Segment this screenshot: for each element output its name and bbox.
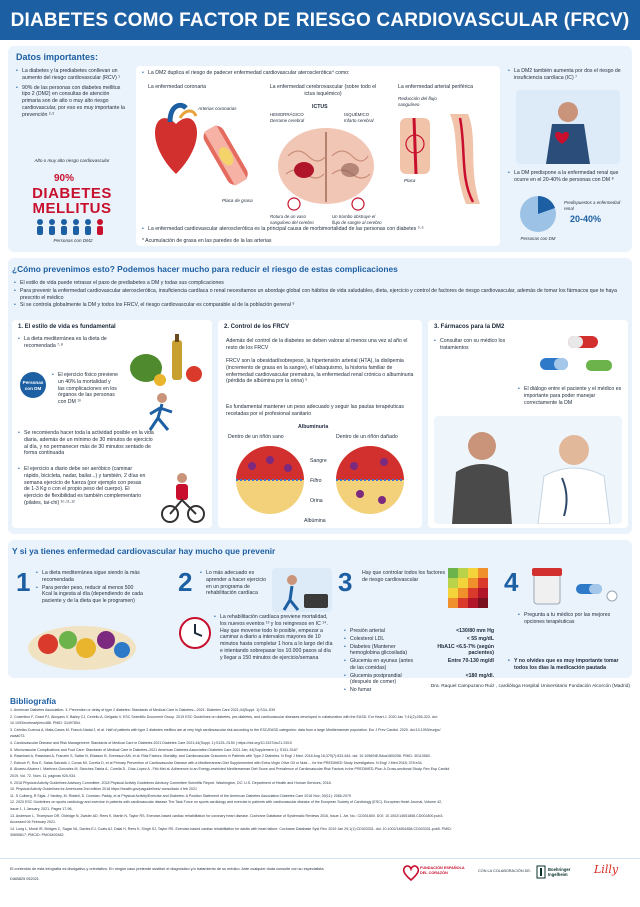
rinon-danado-label: Dentro de un riñón dañado: [336, 434, 398, 440]
morbimortalidad-text: • La enfermedad cardiovascular aterosclerótica es la principal causa de morbimortalidad de las personas con diabetes ⁵·⁶: [142, 226, 494, 233]
bib-line: Issue 1, 1 January, 2021, Pages 17-96,: [10, 807, 73, 811]
diabetes-mellitus-word: DIABETES MELLITUS: [32, 185, 112, 217]
control-intro: Además del control de la diabetes se deben valorar al menos una vez al año el resto de los FRCV: [226, 338, 408, 351]
placa-grasa-label: Placa de grasa: [222, 198, 253, 203]
prevencion-intro: [14, 280, 626, 310]
risk-grid-icon: [448, 568, 488, 608]
target-value: Entre 70-130 mg/dl: [447, 658, 494, 664]
pills-illustration: [538, 330, 624, 386]
bib-line: 10.1093/eurheartj/ehz486. PMID: 31497854.: [10, 721, 81, 726]
mediterranean-food-illustration: [122, 332, 208, 388]
control-frcv-box: [218, 320, 422, 528]
step-1-text: [36, 570, 144, 606]
aerobico-text: • El ejercicio a diario debe ser aeróbico (caminar rápido, bicicleta, nadar, bailar...) y también, 2 días en semana ejercicio de fuerza (por ejemplo con pesas de 1-3 Kg o con el propio peso del cuerpo). El ejercicio de flexibilidad es también complementario (pilates, tai-chi) ¹⁰·¹¹·¹²: [18, 466, 148, 507]
sangre-label: Sangre: [310, 458, 327, 464]
cardiac-rehab-illustration: [272, 568, 332, 612]
target-label: • Colesterol LDL: [350, 635, 385, 642]
datos-bullet: • La diabetes y la prediabetes conllevan un aumento del riesgo cardiovascular (RCV) ¹: [16, 68, 128, 82]
step-2-top: [200, 570, 270, 598]
target-row: [344, 644, 494, 658]
bib-line: 1. American Diabetes Association. 3. Prevention or delay of type 2 diabetes: Standards of Medical Care in Diabetes—2021. Diabetes Care 2021;44(Suppl. 1):S34–S39: [10, 708, 276, 712]
ejercicio-text: • El ejercicio físico previene un 40% la mortalidad y las complicaciones en los órganos de las personas con DM ¹⁰: [52, 372, 118, 406]
dialogo-bullet: [518, 386, 622, 407]
consultar-bullet: [434, 338, 524, 353]
prevencion-intro-item: • Para prevenir la enfermedad cardiovascular aterosclerótica, insuficiencia cardíaca o renal necesitamos un abordaje global con hábitos de vida saludables, dieta, ejercicio y control de factores de riesgo cardiovascular, además de tomar los fármacos que te haya prescrito el médico: [14, 288, 626, 302]
boehringer-logo-icon: [536, 865, 546, 879]
rotura-label: Rotura de un vaso sanguíneo del cerebro: [270, 214, 314, 225]
ic-bullet: [508, 68, 626, 83]
predispuestos-label: Predispuestos a enfermedad renal: [564, 200, 621, 211]
alto-riesgo-percent: 90%: [54, 173, 75, 184]
bib-line: 4. Cardiovascular Disease and Risk Management: Standards of Medical Care in Diabetes 2021 Diabetes Care 2021;44(Suppl. 1):S125–S150 | https://doi.org/10.2337/dc21-S010: [10, 741, 292, 745]
step-1-item: • Para perder peso, reducir al menos 500 Kcal la ingesta al día (dependiendo de cada paciente y de la dieta que le programen): [36, 585, 144, 605]
colaboracion-label: CON LA COLABORACIÓN DE:: [478, 869, 531, 873]
bib-line: 12. 2020 ESC Guidelines on sports cardiology and exercise in patients with cardiovascular disease The Task Force on sports cardiology and exercise in patients with cardiovascular disease of the European Society of Cardiology (ESC). European Heart Journal, Volume 42,: [10, 800, 443, 805]
step-1-item: • La dieta mediterránea sigue siendo la más recomendada: [36, 570, 144, 584]
step-3-intro: Hay que controlar todos los factores de riesgo cardiovascular: [362, 570, 446, 583]
reduccion-flujo-label: Reducción del flujo sanguíneo: [398, 96, 437, 107]
filtro-label: Filtro: [310, 478, 322, 484]
orina-label: Orina: [310, 498, 323, 504]
step-2-top-text: • Lo más adecuado es aprender a hacer ejercicio en un programa de rehabilitación cardíaca: [200, 570, 270, 597]
kidney-filter-diagram: [232, 442, 412, 524]
step-4-text: • Y no olvides que es muy importante tomar todos los días la medicación pautada: [508, 658, 632, 672]
prevencion-title: ¿Cómo prevenimos esto? Podemos hacer mucho para reducir el riesgo de estas complicaciones: [12, 264, 398, 274]
prevencion-intro-item: • El estilo de vida puede retrasar el paso de prediabetes a DM y todas sus complicaciones: [14, 280, 626, 287]
leg-artery-illustration: [394, 108, 494, 208]
bib-line: 2. Cosentino F, Grant PJ, Aboyans V, Bailey CJ, Ceriello A, Delgado V, ESC Scientific Document Group. 2019 ESC Guidelines on diabetes, pre-diabetes, and cardiovascular diseases developed in collaboration with the EASD. Eur Heart J. 2020 Jan 7;41(2):255-323. doi:: [10, 714, 438, 719]
morbimortalidad-bullet: [142, 226, 494, 234]
bike-exercise-illustration: [156, 470, 208, 524]
step-number-4: 4: [504, 567, 519, 597]
bib-line: 9. 2018 Physical Activity Guidelines Advisory Committee. 2018 Physical Activity Guidelines Advisory Committee Scientific Report. Washington, DC: U.S. Department of Health and Human Services, 2018.: [10, 780, 332, 785]
farmacos-box: [428, 320, 628, 528]
coronaria-label: La enfermedad coronaria: [148, 84, 206, 90]
step-4-item-2: [508, 658, 632, 673]
target-row: [344, 628, 494, 635]
bib-line: 13. Anderson L, Thompson DR, Oldridge N, Zwisler AD, Rees K, Martin N, Taylor RS. Exercise-based cardiac rehabilitation for coronary heart disease. Cochrane Database of Systematic Reviews 2016, Issue 1. Art. No.: CD001800. DOI: 10.1002/14651858.CD001800.pub3.: [10, 813, 444, 818]
personas-dm2-label: Personas con DM2: [53, 238, 93, 243]
dialogo-text: • El diálogo entre el paciente y el médico es importante para poder manejar correctamente la DM: [518, 386, 622, 406]
bib-line: 7. Estruch R, Ros E, Salas-Salvadó J, Covas MI, Corella D, et al Primary Prevention of Cardiovascular Disease with a Mediterranean Diet Supplemented with Extra-Virgin Olive Oil or Nuts ... for the PREDIMED Study Investigators. N Engl J Med 2018; 378:e34.: [10, 760, 423, 765]
ejercicio-bullet: [52, 372, 118, 407]
personas-dm-label: Personas con DM: [520, 236, 556, 241]
aerobico-bullet: [18, 466, 148, 508]
fundacion-logo-text: FUNDACIÓN ESPAÑOLA DEL CORAZÓN: [420, 866, 465, 875]
target-value: HbA1C <6.5-7% (según pacientes): [437, 643, 494, 657]
boehringer-logo-text: Boehringer Ingelheim: [548, 867, 571, 878]
target-label: • Presión arterial: [350, 628, 385, 634]
bib-line: Accessed 04 February 2021.: [10, 820, 56, 825]
bib-line: zwaa073.: [10, 734, 26, 739]
renal-text: • La DM predispone a la enfermedad renal que ocurre en el 20-40% de personas con DM ⁸: [508, 170, 626, 184]
derrame-label: Derrame cerebral: [270, 118, 305, 123]
target-value: <180 mg/dl.: [465, 672, 494, 679]
step-number-3: 3: [338, 567, 353, 597]
bib-line: 6. Rawshani A, Rawshani A, Franzén S, Sattar N, Eliasson B, Svensson AM, et al. Risk Factors, Mortality, and Cardiovascular Outcomes in Patients with Type 2 Diabetes. N Engl J Med. 2018 Aug 16;379(7):633-644. doi: 10.1056/NEJMoa1800256. PMID: 30110583.: [10, 754, 431, 759]
dieta-text: • La dieta mediterránea es la dieta de recomendada ⁷·⁸: [18, 336, 112, 350]
doctor-patient-illustration: [434, 416, 622, 524]
target-row: [344, 636, 494, 643]
si-tienes-title: Y si ya tienes enfermedad cardiovascular hay mucho que prevenir: [12, 546, 276, 556]
hemorragico-label: HEMORRÁGICO: [270, 112, 304, 117]
cerebrovascular-label: La enfermedad cerebrovascular (sobre todo el ictus isquémico): [269, 84, 377, 97]
dm2-riesgo-box: [136, 66, 500, 246]
bib-line: 14. Long L, Mordi IR, Bridges C, Sagar VA, Davies EJ, Coats AJ, Dalal H, Rees K, Singh SJ, Taylor RS. Exercise-based cardiac rehabilitation for adults with heart failure. Cochrane Database Syst Rev. 2019 Jan 29;1(1):CD003331. doi: 10.1002/14651858.CD003331.pub5. PMID:: [10, 826, 452, 831]
clock-icon: [178, 616, 212, 650]
heart-failure-illustration: [516, 90, 620, 164]
bibliografia-list: [0, 708, 640, 858]
bib-line: 3. Cebrián-Cuenca A, Mata-Cases M, Franch-Nadal J, et al. Half of patients with type 2 diabetes mellitus are at very high cardiovascular risk according to the ESC/EASD categories: data from a large Mediterranean population. Eur J Prev Cardiol. 2020. doi:10.1093/eurjpc/: [10, 727, 441, 732]
alto-riesgo-label: Alto o muy alto riesgo cardiovascular: [34, 158, 110, 163]
datos-left-bullets: [16, 68, 128, 119]
target-value: <130/80 mm Hg: [456, 628, 494, 634]
step-4-item-1: [518, 612, 628, 627]
actividad-text: • Se recomienda hacer toda la actividad posible en la vida diaria, además de un mínimo de 30 minutos de ejercicio al día, y no permanecer más de 30 minutos sentado de forma continuada: [18, 430, 158, 457]
step-number-1: 1: [16, 567, 31, 597]
target-label: • Glucemia postprandial (después de comer): [350, 672, 402, 686]
prevencion-section: [8, 258, 632, 534]
header-banner: [0, 0, 640, 40]
farmacos-title: 3. Fármacos para la DM2: [434, 324, 505, 330]
estilo-vida-title: 1. El estilo de vida es fundamental: [18, 324, 116, 330]
peso-adecuado: Es fundamental mantener un peso adecuado y seguir las pautas terapéuticas recetadas por el profesional sanitario: [226, 404, 404, 417]
acumulacion-note: * Acumulación de grasa en las paredes de la las arterias: [142, 238, 272, 244]
runner-illustration: [122, 390, 208, 434]
control-frcv-list: FRCV son la obesidad/sobrepeso, la hipertensión arterial (HTA), la dislipemia (incremento de grasa en la sangre), el tabaquismo, la historia familiar de enfermedad cardiovascular prematura, la enfermedad renal crónica o albuminuria (pérdida de albúmina por la orina) ⁵: [226, 358, 414, 385]
ictus-label: ICTUS: [312, 104, 328, 110]
step-2-bottom-text: • La rehabilitación cardíaca previene mortalidad, los nuevos eventos ¹³ y los reingresos en IC ¹⁴. Hay que moverse todo lo posible, empezar a caminar a diario a intervalos mayores de 10 minutos hasta completar 1 hora a lo largo del día e intentando sobrepasar los 10.000 pasos al día y llegar a 150 minutos de ejercicio/semana: [214, 614, 334, 661]
dieta-bullet: [18, 336, 112, 351]
dm2-intro: [142, 70, 492, 78]
disclaimer: El contenido de esta infografía es divulgativo y orientativo. En ningún caso pretende sustituir el diagnóstico y/o tratamiento de su médico. Ante cualquier duda consulte con su especialista.: [10, 867, 325, 871]
consultar-text: • Consultar con su médico los tratamientos: [434, 338, 524, 352]
page-title: DIABETES COMO FACTOR DE RIESGO CARDIOVASCULAR (FRCV): [10, 10, 630, 31]
pill-bottle-illustration: [528, 566, 624, 606]
albumina-label: Albúmina: [304, 518, 326, 524]
renal-percent: 20-40%: [570, 214, 602, 224]
fundacion-heart-logo-icon: [402, 865, 420, 881]
bib-line: 5. Microvascular Complications and Foot Care: Standards of Medical Care in Diabetes–2021 American Diabetes Association Diabetes Care 2021 Jan; 44(Supplement 1): S151-S167: [10, 747, 298, 752]
estilo-vida-box: [12, 320, 212, 528]
bib-line: 8. Álvarez-Álvarez I, Martínez-González M, Sánchez-Tainta A , Corella D , Díaz-López A , Fitó Met al. Adherence to an Energy-restricted Mediterranean Diet Score and Prevalence of Cardiovascular Risk Factors in the PREDIMED-Plus: A Cross-sectional Study. Rev Esp Cardiol: [10, 767, 450, 772]
ic-text: • La DM2 también aumenta por dos el riesgo de insuficiencia cardíaca (IC) ⁷: [508, 68, 626, 82]
target-label: • Glucemia en ayunas (antes de las comidas): [350, 658, 414, 671]
datos-bullet: • 90% de las personas con diabetes mellitus tipo 2 (DM2) en consultas de atención primaria son de alto o muy alto riesgo cardiovascular, por eso es muy importante la prevención ²·³: [16, 85, 128, 119]
people-icon: [34, 218, 110, 236]
healthy-food-illustration: [24, 614, 140, 672]
trombo-label: Un trombo obstruye el flujo de sangre al cerebro: [332, 214, 382, 225]
actividad-bullet: [18, 430, 158, 458]
periferica-label: La enfermedad arterial periférica: [398, 84, 473, 90]
renal-pie-icon: [518, 194, 558, 234]
step-2-bottom: [214, 614, 334, 662]
personas-dm-badge: Personas con DM: [20, 372, 46, 398]
placa-label: Placa: [404, 178, 416, 183]
target-label: • Diabetes (Mantener hemoglobina glicosilada): [350, 643, 408, 657]
target-value: < 55 mg/dL: [466, 635, 494, 642]
step-4-text: • Pregunta a tu médico por las mejores opciones terapéuticas: [518, 612, 628, 626]
document-code: DIAB825 052021: [10, 877, 39, 881]
author-credit: Dra. Raquel Campuzano Ruiz , cardióloga Hospital Universitario Fundación Alcorcón (Madrid): [430, 684, 630, 689]
bib-line: 10. Physical Activity Guidelines for Americans 2nd edition 2018 https://health.gov/paguidelines/ consultado 4 feb 2021: [10, 787, 197, 792]
prevencion-intro-item: • Si se controla globalmente la DM y todos los FRCV, el riesgo cardiovascular es comparable al de la población general ⁹: [14, 302, 626, 309]
footer: [0, 858, 640, 907]
bibliografia-title: Bibliografía: [10, 696, 57, 706]
step-number-2: 2: [178, 567, 193, 597]
control-frcv-title: 2. Control de los FRCV: [224, 324, 290, 330]
infarto-label: Infarto cerebral: [344, 118, 374, 123]
brain-illustration: [274, 126, 378, 212]
datos-section: [8, 46, 632, 252]
arterias-coronarias-label: Arterias coronarias: [198, 106, 237, 111]
datos-title: Datos importantes:: [16, 52, 99, 62]
rinon-sano-label: Dentro de un riñón sano: [228, 434, 284, 440]
bib-line: 2019. Vol. 72. Núm. 11, páginas 925-934.: [10, 774, 77, 778]
dm2-intro-text: • La DM2 duplica el riesgo de padecer enfermedad cardiovascular aterosclerótica⁴ como:: [142, 70, 492, 77]
albuminuria-title: Albuminuria: [298, 424, 329, 430]
renal-bullet: [508, 170, 626, 185]
target-row: [344, 658, 494, 672]
isquemico-label: ISQUÉMICO: [344, 112, 370, 117]
bib-line: 11. S Colberg, R Sigal, J Yardley, M. Riddell, D. Dunstan, Paddy, et al Physical Activity/Exercise and Diabetes: A Position Statement of the American Diabetes Association Diabetes Care 2016 Nov; 39(11): 2065-2079: [10, 793, 351, 798]
lilly-logo: Lilly: [594, 863, 619, 876]
target-label: No fumar: [350, 687, 372, 693]
bib-line: 30695817; PMCID: PMC6492482.: [10, 833, 65, 838]
